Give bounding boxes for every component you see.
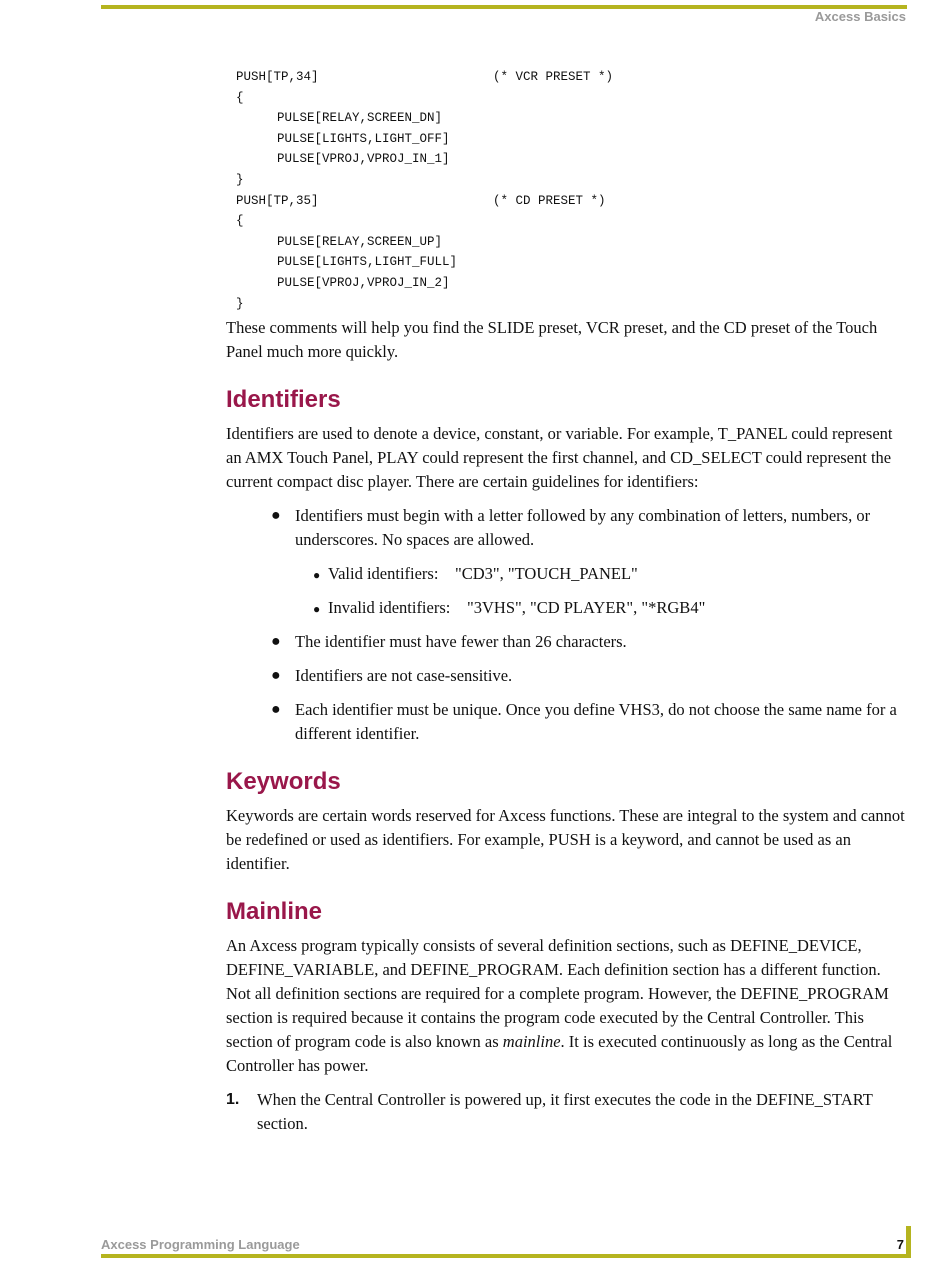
footer-rule — [101, 1254, 911, 1258]
intro-paragraph: These comments will help you find the SLIDE preset, VCR preset, and the CD preset of the Touch Panel much more quickly. — [226, 318, 878, 361]
bullet-icon: ● — [313, 568, 321, 582]
bullet-icon: ● — [271, 507, 281, 524]
identifier-examples-list — [295, 562, 906, 620]
code-line: } — [236, 172, 244, 187]
steps-list — [226, 1088, 906, 1136]
main-content — [226, 316, 906, 1136]
code-line: PULSE[LIGHTS,LIGHT_FULL] — [277, 255, 458, 270]
invalid-label: Invalid identifiers: — [328, 598, 451, 617]
identifier-rules-list — [226, 504, 906, 746]
code-line: { — [236, 214, 244, 229]
valid-label: Valid identifiers: — [328, 564, 439, 583]
step-number: 1. — [226, 1091, 240, 1108]
code-line: { — [236, 90, 244, 105]
mainline-heading: Mainline — [226, 898, 323, 925]
code-comment: (* VCR PRESET *) — [493, 70, 614, 84]
code-line: PULSE[RELAY,SCREEN_UP] — [277, 234, 443, 249]
code-line: } — [236, 296, 244, 311]
code-block — [236, 67, 614, 314]
list-item: ● Identifiers are not case-sensitive. — [295, 664, 906, 688]
list-item: ● The identifier must have fewer than 26 characters. — [295, 630, 906, 654]
header-rule — [101, 5, 907, 9]
bullet-icon: ● — [271, 701, 281, 718]
code-comment: (* CD PRESET *) — [493, 193, 606, 208]
keywords-heading: Keywords — [226, 768, 341, 795]
list-item: ● Each identifier must be unique. Once you define VHS3, do not choose the same name for a different identifier. — [271, 700, 897, 743]
identifiers-paragraph: Identifiers are used to denote a device, constant, or variable. For example, T_PANEL could represent an AMX Touch Panel, PLAY could represent the first channel, and CD_SELECT could represent the current compact disc player. There are certain guidelines for identifiers: — [226, 424, 893, 491]
code-line: PUSH[TP,35] (* CD PRESET *) — [236, 191, 457, 212]
page-number: 7 — [896, 1237, 904, 1252]
header-title: Axcess Basics — [814, 9, 906, 24]
code-line: PUSH[TP,34] (* VCR PRESET *) — [236, 67, 457, 88]
list-item — [313, 562, 906, 586]
code-line: PULSE[VPROJ,VPROJ_IN_2] — [277, 275, 450, 290]
valid-value: "CD3", "TOUCH_PANEL" — [455, 564, 638, 583]
bullet-icon: ● — [271, 667, 281, 684]
list-item: ● Identifiers must begin with a letter followed by any combination of letters, numbers, or underscores. No spaces are allowed. ● Valid identifiers: "CD3", "TOUCH_PANEL" ● Invalid identifiers: "3VHS", "CD PLAYER", "*RGB4" — [295, 504, 906, 620]
keywords-paragraph: Keywords are certain words reserved for Axcess functions. These are integral to the system and cannot be redefined or used as identifiers. For example, PUSH is a keyword, and cannot be used as an identifier. — [226, 806, 905, 873]
mainline-paragraph: An Axcess program typically consists of several definition sections, such as DEFINE_DEVICE, DEFINE_VARIABLE, and DEFINE_PROGRAM. Each definition section has a different function. Not all definition sections are required for a complete program. However, the DEFINE_PROGRAM section is required because it contains the program code executed by the Central Controller. This section of program code is also known as mainline. It is executed continuously as long as the Central Controller has power. — [226, 936, 893, 1075]
identifiers-heading: Identifiers — [226, 386, 341, 413]
code-line: PULSE[LIGHTS,LIGHT_OFF] — [277, 131, 450, 146]
code-line: PULSE[RELAY,SCREEN_DN] — [277, 111, 443, 126]
bullet-icon: ● — [271, 633, 281, 650]
invalid-value: "3VHS", "CD PLAYER", "*RGB4" — [467, 598, 706, 617]
list-item — [313, 596, 906, 620]
code-line: PULSE[VPROJ,VPROJ_IN_1] — [277, 152, 450, 167]
footer-title: Axcess Programming Language — [101, 1237, 300, 1252]
mainline-term: mainline — [502, 1032, 561, 1051]
bullet-icon: ● — [313, 602, 321, 616]
footer-rule-tick — [906, 1226, 911, 1258]
list-item: 1. When the Central Controller is powered up, it first executes the code in the DEFINE_START section. — [226, 1090, 873, 1133]
